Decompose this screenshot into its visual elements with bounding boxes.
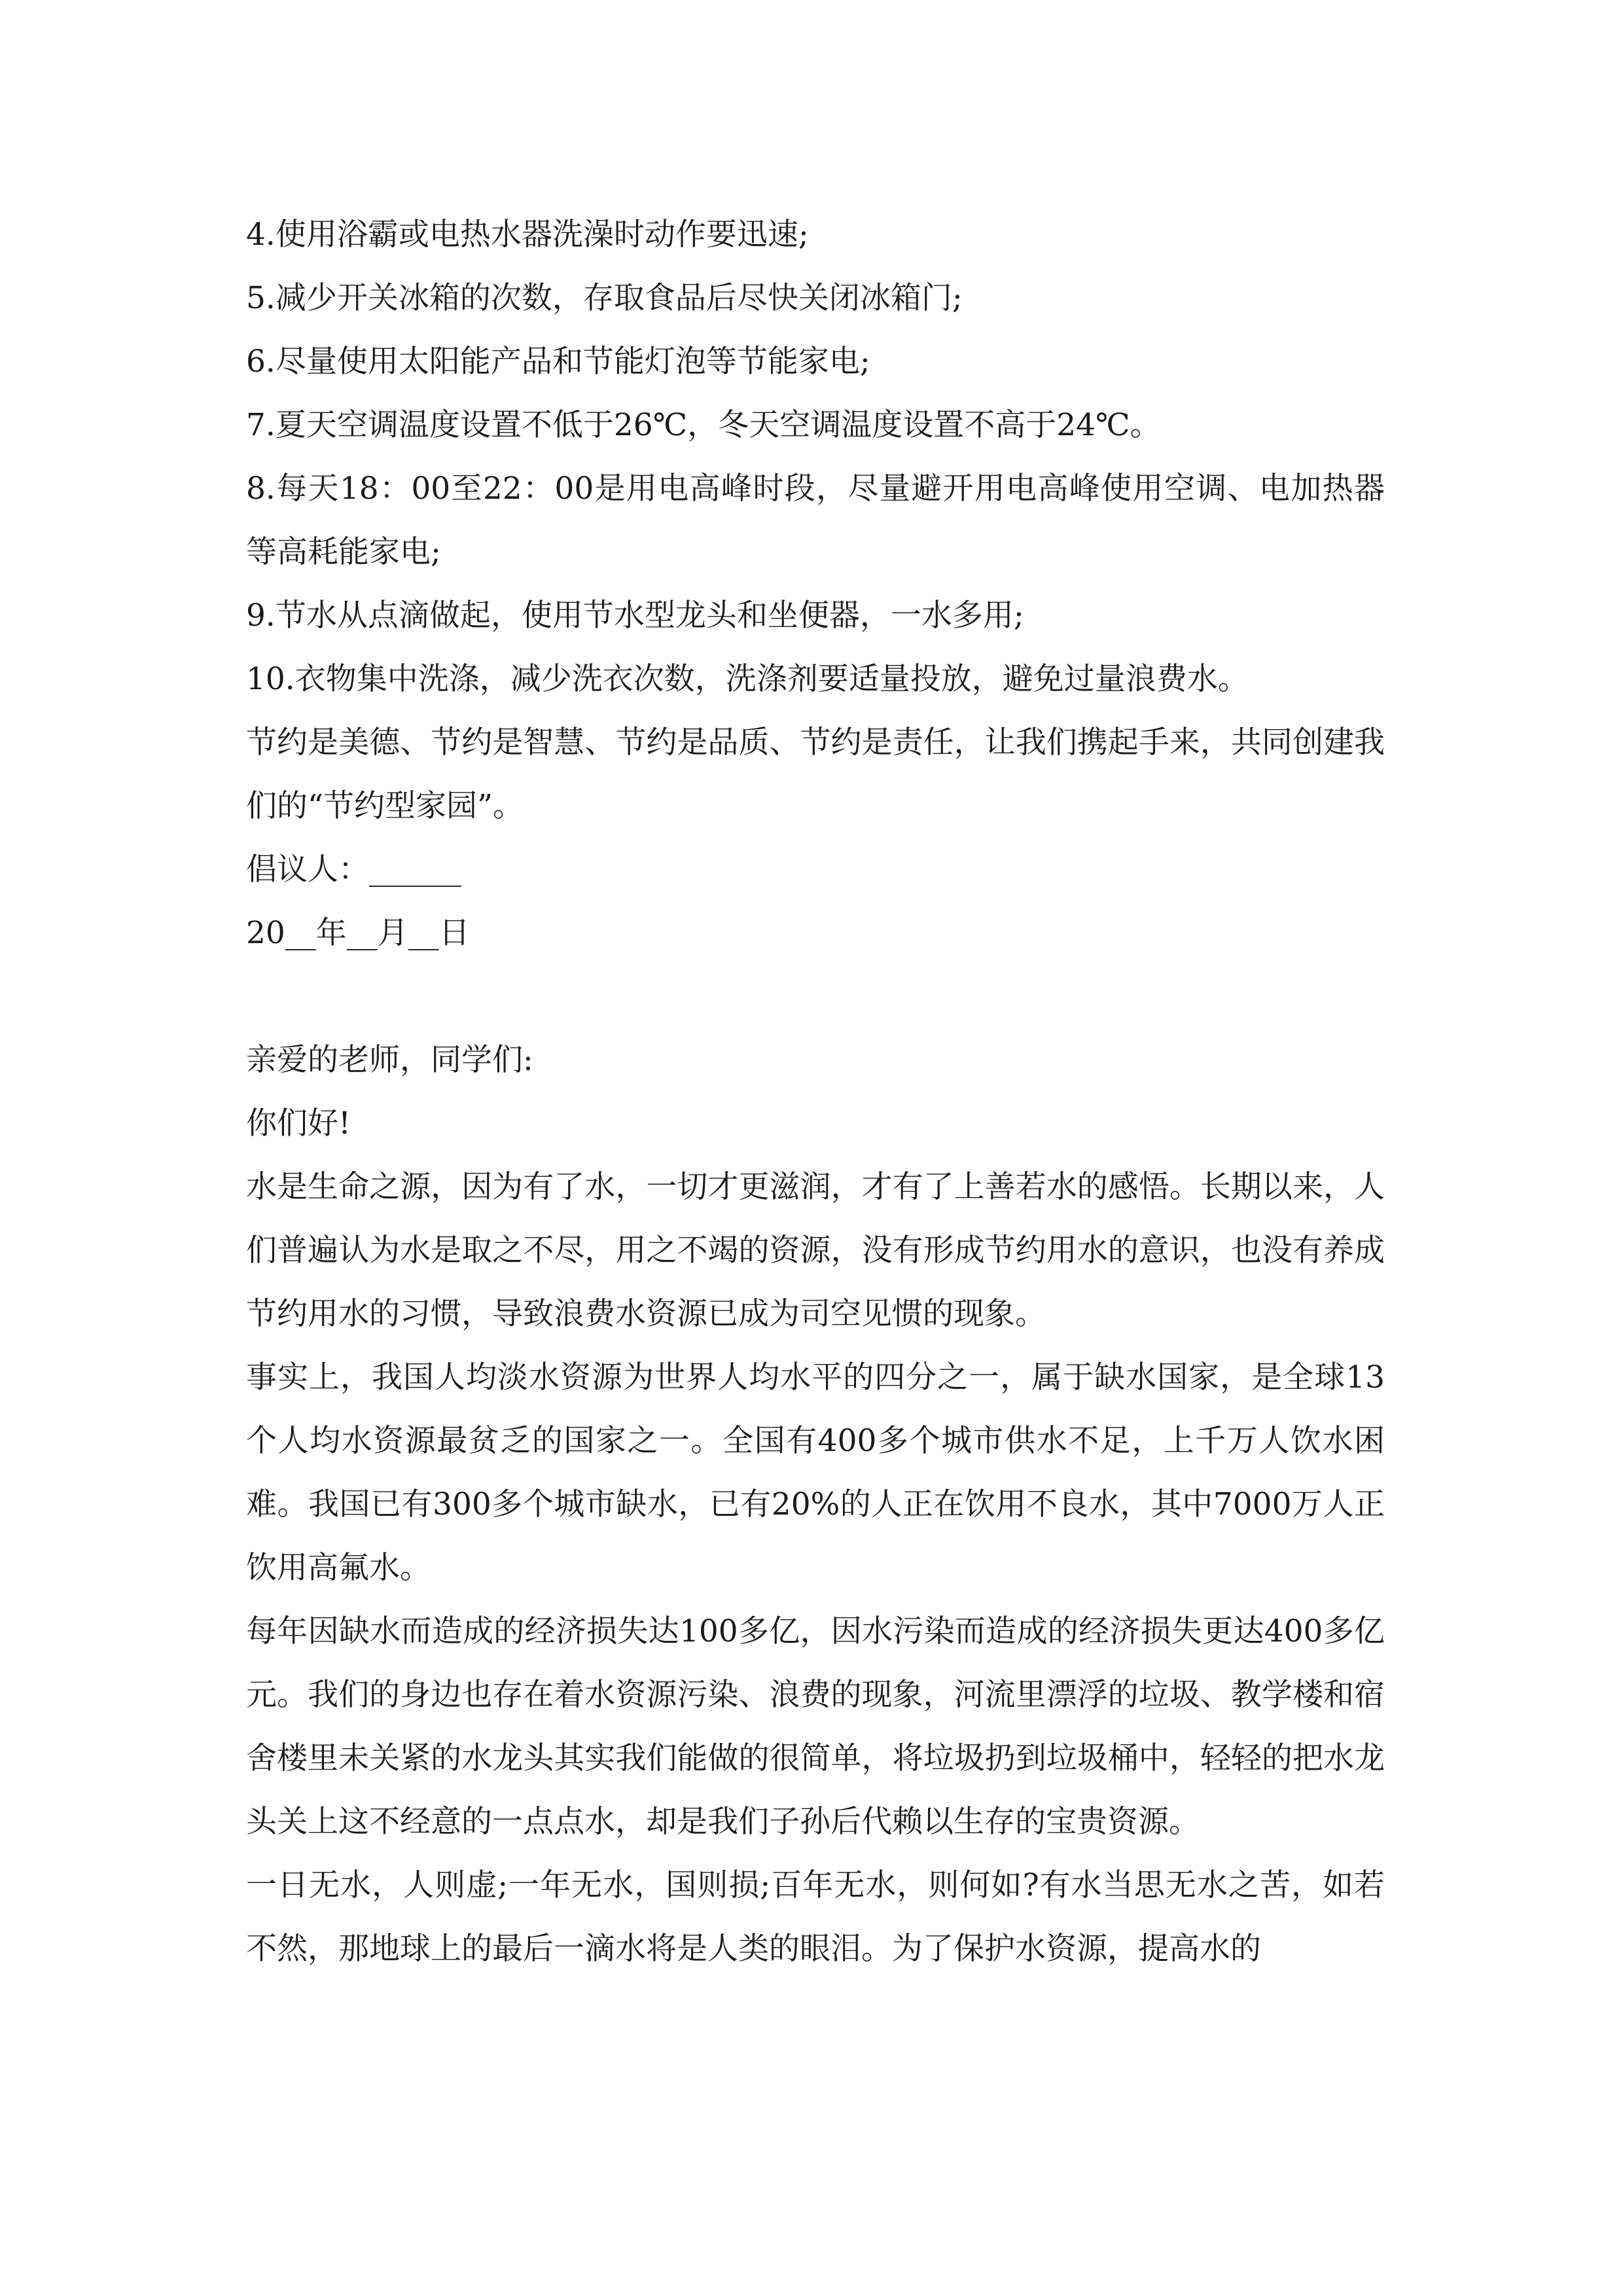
- list-item-6: 6.尽量使用太阳能产品和节能灯泡等节能家电;: [246, 344, 870, 380]
- list-item-8: 8.每天18：00至22：00是用电高峰时段，尽量避开用电高峰使用空调、电加热器等高耗能家电;: [246, 471, 1385, 570]
- body-paragraph-1: 水是生命之源，因为有了水，一切才更滋润，才有了上善若水的感悟。长期以来，人们普遍认为水是取之不尽，用之不竭的资源，没有形成节约用水的意识，也没有养成节约用水的习惯，导致浪费水资源已成为司空见惯的现象。: [246, 1169, 1385, 1332]
- list-item-4: 4.使用浴霸或电热水器洗澡时动作要迅速;: [246, 217, 809, 253]
- body-paragraph-2: 事实上，我国人均淡水资源为世界人均水平的四分之一，属于缺水国家，是全球13个人均水资源最贫乏的国家之一。全国有400多个城市供水不足，上千万人饮水困难。我国已有300多个城市缺水，已有20%的人正在饮用不良水，其中7000万人正饮用高氟水。: [246, 1359, 1385, 1586]
- section-spacer: [246, 965, 1385, 1028]
- list-item-7: 7.夏天空调温度设置不低于26℃，冬天空调温度设置不高于24℃。: [246, 407, 1161, 443]
- salutation: 亲爱的老师，同学们:: [246, 1042, 533, 1078]
- date-line: 20__年__月__日: [246, 915, 470, 951]
- list-item-9: 9.节水从点滴做起，使用节水型龙头和坐便器，一水多用;: [246, 598, 1024, 634]
- body-paragraph-4: 一日无水，人则虚;一年无水，国则损;百年无水，则何如?有水当思无水之苦，如若不然，那地球上的最后一滴水将是人类的眼泪。为了保护水资源，提高水的: [246, 1867, 1385, 1967]
- list-item-10: 10.衣物集中洗涤，减少洗衣次数，洗涤剂要适量投放，避免过量浪费水。: [246, 661, 1249, 697]
- body-paragraph-3: 每年因缺水而造成的经济损失达100多亿，因水污染而造成的经济损失更达400多亿元。我们的身边也存在着水资源污染、浪费的现象，河流里漂浮的垃圾、教学楼和宿舍楼里未关紧的水龙头其实我们能做的很简单，将垃圾扔到垃圾桶中，轻轻的把水龙头关上这不经意的一点点水，却是我们子孙后代赖以生存的宝贵资源。: [246, 1613, 1385, 1840]
- greeting: 你们好!: [246, 1105, 351, 1141]
- closing-paragraph: 节约是美德、节约是智慧、节约是品质、节约是责任，让我们携起手来，共同创建我们的“节约型家园”。: [246, 725, 1385, 824]
- list-item-5: 5.减少开关冰箱的次数，存取食品后尽快关闭冰箱门;: [246, 280, 963, 316]
- document-body: [246, 203, 1385, 1981]
- proposer-line: 倡议人：______: [246, 852, 461, 888]
